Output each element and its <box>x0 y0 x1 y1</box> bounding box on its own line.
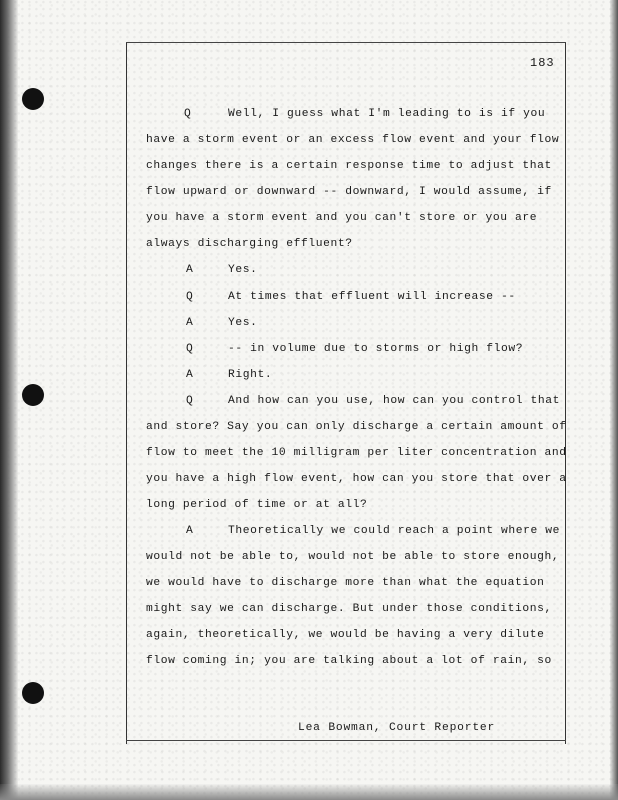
left-margin-rule <box>126 42 127 744</box>
transcript-line: flow to meet the 10 milligram per liter concentration and <box>146 447 567 459</box>
transcript-line: And how can you use, how can you control that <box>228 395 561 407</box>
page-number: 183 <box>530 56 555 70</box>
transcript-line: might say we can discharge. But under those conditions, <box>146 603 552 615</box>
punch-hole <box>22 384 44 406</box>
qa-label: Q <box>186 395 193 407</box>
transcript-line: changes there is a certain response time to adjust that <box>146 160 552 172</box>
transcript-line: long period of time or at all? <box>146 499 368 511</box>
qa-label: A <box>186 264 193 276</box>
transcript-line: -- in volume due to storms or high flow? <box>228 343 524 355</box>
scan-right-edge <box>610 0 618 800</box>
punch-hole <box>22 682 44 704</box>
scan-left-edge <box>0 0 18 800</box>
transcript-line: flow upward or downward -- downward, I would assume, if <box>146 186 552 198</box>
qa-label: A <box>186 369 193 381</box>
qa-label: A <box>186 317 193 329</box>
transcript-line: always discharging effluent? <box>146 238 353 250</box>
qa-label: Q <box>186 291 193 303</box>
transcript-line: you have a high flow event, how can you store that over a <box>146 473 567 485</box>
qa-label: Q <box>184 108 191 120</box>
transcript-line: At times that effluent will increase -- <box>228 291 516 303</box>
transcript-line: Well, I guess what I'm leading to is if you <box>228 108 546 120</box>
transcript-line: Right. <box>228 369 273 381</box>
transcript-line: have a storm event or an excess flow event and your flow <box>146 134 560 146</box>
court-reporter-footer: Lea Bowman, Court Reporter <box>298 722 496 734</box>
punch-hole <box>22 88 44 110</box>
top-border-rule <box>126 42 566 43</box>
transcript-line: Yes. <box>228 317 258 329</box>
transcript-line: we would have to discharge more than what the equation <box>146 577 545 589</box>
transcript-line: and store? Say you can only discharge a certain amount of <box>146 421 567 433</box>
transcript-line: you have a storm event and you can't store or you are <box>146 212 538 224</box>
scan-bottom-edge <box>0 784 618 800</box>
bottom-border-rule <box>126 740 566 741</box>
transcript-line: again, theoretically, we would be having a very dilute <box>146 629 545 641</box>
qa-label: Q <box>186 343 193 355</box>
right-margin-rule <box>565 42 566 744</box>
transcript-line: would not be able to, would not be able to store enough, <box>146 551 560 563</box>
transcript-line: flow coming in; you are talking about a lot of rain, so <box>146 655 552 667</box>
transcript-line: Theoretically we could reach a point where we <box>228 525 561 537</box>
qa-label: A <box>186 525 193 537</box>
transcript-line: Yes. <box>228 264 258 276</box>
